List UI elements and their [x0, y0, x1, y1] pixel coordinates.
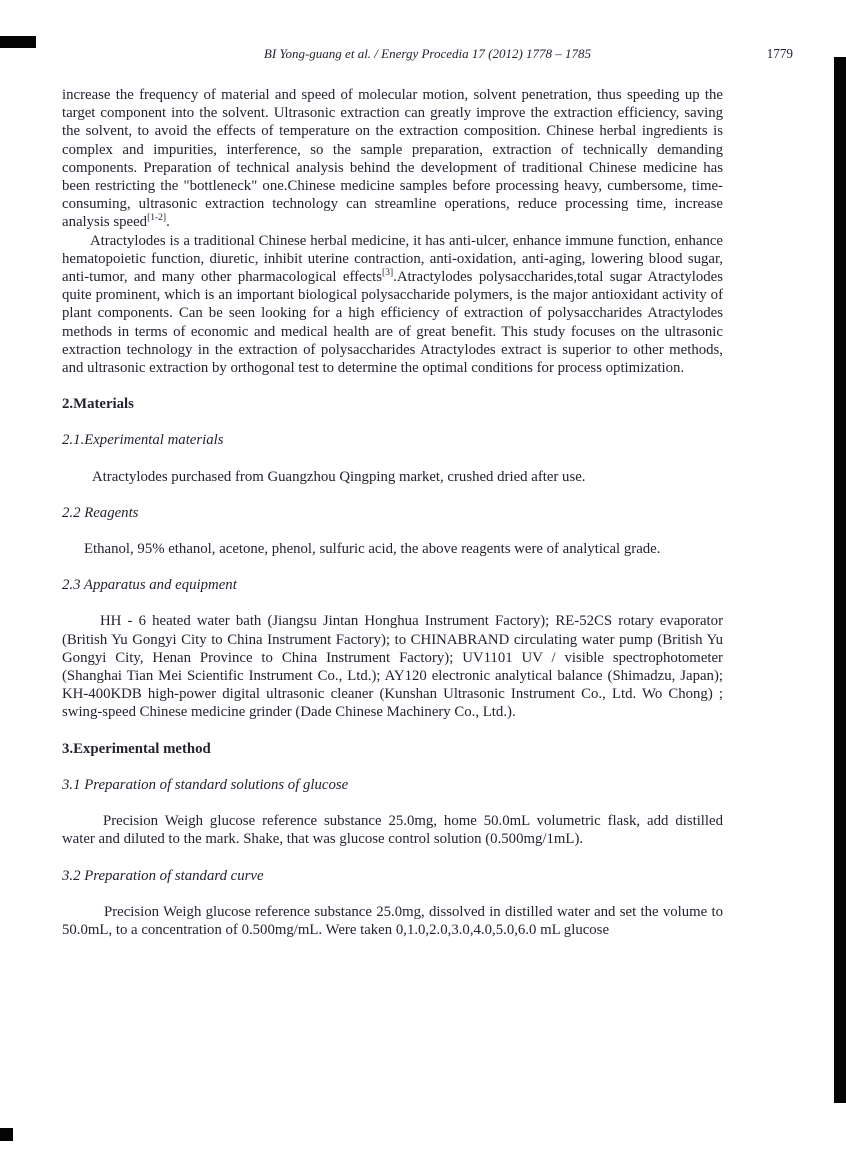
scan-artifact-right-edge	[834, 57, 846, 1103]
running-title: BI Yong-guang et al. / Energy Procedia 17 (2012) 1778 – 1785	[263, 46, 592, 61]
page-number: 1779	[766, 46, 793, 61]
paragraph-apparatus: HH - 6 heated water bath (Jiangsu Jintan Honghua Instrument Factory); RE-52CS rotary evaporator (British Yu Gongyi City to China Instrument Factory); to CHINABRAND circulating water pump (British Yu Gongyi City, Henan Province to China Instrument Factory); UV1101 UV / visible spectrophotometer (Shanghai Tian Mei Scientific Instrument Co., Ltd.); AY120 electronic analytical balance (Shimadzu, Japan); KH-400KDB high-power digital ultrasonic cleaner (Kunshan Ultrasonic Instrument Co., Ltd. Wo Chong) ; swing-speed Chinese medicine grinder (Dade Chinese Machinery Co., Ltd.).	[62, 613, 723, 721]
scan-artifact-top-left	[0, 36, 36, 48]
citation-reference: [3]	[382, 268, 394, 279]
paragraph-text: .	[166, 214, 170, 231]
paragraph-atractylodes-intro	[62, 232, 723, 378]
subsection-heading-glucose-solutions: 3.1 Preparation of standard solutions of glucose	[62, 776, 349, 793]
paragraph-text: Atractylodes is a traditional Chinese herbal medicine, it has anti-ulcer, enhance immune function, enhance hematopoietic function, diuretic, inhibit uterine contraction, anti-oxidation, anti-aging, lowering blood sugar, anti-tumor, and many other pharmacological effects	[62, 232, 723, 286]
scan-artifact-bottom-left	[0, 1128, 13, 1141]
paragraph-text: .Atractylodes polysaccharides,total sugar Atractylodes quite prominent, which is an important biological polysaccharide polymers, is the major antioxidant activity of plant components. Can be seen looking for a high efficiency of extraction of polysaccharides Atractylodes methods in terms of economic and medical health are of great benefit. This study focuses on the ultrasonic extraction technology in the extraction of polysaccharides Atractylodes extract is superior to other methods, and ultrasonic extraction by orthogonal test to determine the optimal conditions for process optimization.	[62, 269, 724, 377]
paragraph-reagents: Ethanol, 95% ethanol, acetone, phenol, sulfuric acid, the above reagents were of analytical grade.	[84, 541, 661, 558]
paragraph-experimental-materials: Atractylodes purchased from Guangzhou Qingping market, crushed dried after use.	[92, 468, 586, 485]
paragraph-intro-continued	[62, 86, 723, 232]
subsection-heading-reagents: 2.2 Reagents	[62, 504, 139, 521]
subsection-heading-standard-curve: 3.2 Preparation of standard curve	[62, 867, 264, 884]
subsection-heading-experimental-materials: 2.1.Experimental materials	[62, 432, 224, 449]
citation-reference: [1-2]	[147, 213, 167, 224]
subsection-heading-apparatus: 2.3 Apparatus and equipment	[62, 577, 237, 594]
article-body	[62, 86, 723, 939]
paragraph-standard-curve: Precision Weigh glucose reference substance 25.0mg, dissolved in distilled water and set the volume to 50.0mL, to a concentration of 0.500mg/mL. Were taken 0,1.0,2.0,3.0,4.0,5.0,6.0 mL glucose	[62, 903, 723, 938]
section-heading-materials: 2.Materials	[62, 396, 134, 413]
paragraph-text: increase the frequency of material and speed of molecular motion, solvent penetration, thus speeding up the target component into the solvent. Ultrasonic extraction can greatly improve the extraction efficiency, saving the solvent, to avoid the effects of temperature on the extraction composition. Chinese herbal ingredients is complex and impurities, interference, so the sample preparation, extraction of technically demanding components. Preparation of technical analysis behind the development of traditional Chinese medicine has been restricting the "bottleneck" one.Chinese medicine samples before processing heavy, cumbersome, time-consuming, ultrasonic extraction technology can streamline operations, reduce processing time, increase analysis speed	[62, 87, 723, 231]
section-heading-experimental-method: 3.Experimental method	[62, 740, 211, 757]
running-header	[62, 46, 793, 61]
paragraph-glucose-solutions: Precision Weigh glucose reference substance 25.0mg, home 50.0mL volumetric flask, add distilled water and diluted to the mark. Shake, that was glucose control solution (0.500mg/1mL).	[62, 813, 723, 848]
